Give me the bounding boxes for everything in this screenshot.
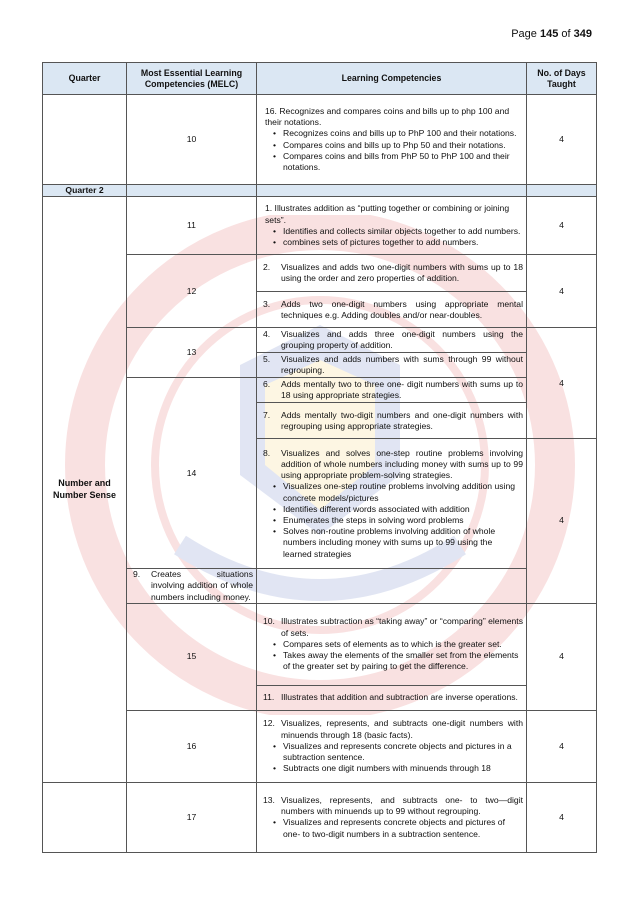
table-row xyxy=(43,197,597,255)
header-days: No. of Days Taught xyxy=(527,63,597,95)
bullet-item: • combines sets of pictures together to add numbers. xyxy=(273,236,479,247)
bullet-item: • Visualizes and represents concrete objects and pictures in a subtraction sentence. xyxy=(273,740,512,762)
melc-number: 13 xyxy=(127,328,257,378)
competency-cell: 9. Creates situations involving addition of whole numbers including money. xyxy=(127,569,257,604)
bullet-item: • Compares sets of elements as to which is the greater set. xyxy=(273,638,502,649)
competency-cell: 13. Visualizes, represents, and subtracts one- to two—digit numbers with minuends up to 99 without regrouping. • Visualizes and represents concrete objects and pictures of one- to two-digit numbers in a subtraction sentence. xyxy=(257,782,527,852)
bullet-item: • Recognizes coins and bills up to PhP 100 and their notations. xyxy=(273,128,517,139)
days-value: 4 xyxy=(527,439,597,604)
competency-cell: 4. Visualizes and adds three one-digit numbers using the grouping property of addition. xyxy=(257,328,527,353)
bullet-item: • Visualizes one-step routine problems involving addition using concrete models/pictures xyxy=(273,481,516,503)
competency-cell: 6. Adds mentally two to three one- digit numbers with sums up to 18 using appropriate strategies. xyxy=(257,378,527,403)
competency-text: 16. Recognizes and compares coins and bills up to php 100 and their notations. xyxy=(265,105,510,128)
competency-cell: 8. Visualizes and solves one-step routine problems involving addition of whole numbers including money with sums up to 99 using appropriate problem-solving strategies. • Visualizes one-step routine problems involving addition using concrete models/pictures • Identifies different words associated with addition • Enumerates the steps in solving word problems • Solves non-routine problems involving addition of whole numbers including money with sums up to 99 using the learned strategies xyxy=(257,439,527,569)
days-value: 4 xyxy=(527,603,597,710)
days-value: 4 xyxy=(527,197,597,255)
header-quarter: Quarter xyxy=(43,63,127,95)
table-row xyxy=(43,569,597,604)
header-competencies: Learning Competencies xyxy=(257,63,527,95)
bullet-item: • Identifies and collects similar objects together to add numbers. xyxy=(273,225,521,236)
header-row xyxy=(43,63,597,95)
page-number xyxy=(511,28,592,40)
table-row xyxy=(43,378,597,403)
competency-text: 1. Illustrates addition as “putting together or combining or joining sets”. xyxy=(265,203,510,225)
melc-number: 16 xyxy=(127,710,257,782)
competency-cell xyxy=(257,197,527,255)
domain-label: Number and Number Sense xyxy=(43,197,127,783)
competency-cell: 7. Adds mentally two-digit numbers and one-digit numbers with regrouping using appropriate strategies. xyxy=(257,403,527,439)
days-value: 4 xyxy=(527,710,597,782)
bullet-item: • Identifies different words associated with addition xyxy=(273,503,470,514)
melc-number: 12 xyxy=(127,255,257,328)
melc-number: 17 xyxy=(127,782,257,852)
page-current: 145 xyxy=(539,28,559,40)
days-value: 4 xyxy=(527,95,597,185)
bullet-item: • Compares coins and bills up to Php 50 and their notations. xyxy=(273,139,506,150)
competency-cell: 2. Visualizes and adds two one-digit numbers with sums up to 18 using the order and zero properties of addition. xyxy=(257,255,527,292)
table-row xyxy=(43,95,597,185)
table-row xyxy=(43,328,597,353)
header-melc: Most Essential Learning Competencies (MELC) xyxy=(127,63,257,95)
competency-cell xyxy=(257,95,527,185)
page-of: of xyxy=(561,28,571,40)
melc-number: 10 xyxy=(127,95,257,185)
competency-cell: 10. Illustrates subtraction as “taking away” or “comparing” elements of sets. • Compares sets of elements as to which is the greater set. • Takes away the elements of the smaller set from the elements of the greater set by pairing to get the difference. xyxy=(257,603,527,685)
quarter-row xyxy=(43,185,597,197)
days-value: 4 xyxy=(527,255,597,328)
melc-number: 15 xyxy=(127,603,257,710)
table-row xyxy=(43,782,597,852)
quarter-label: Quarter 2 xyxy=(43,185,127,197)
bullet-item: • Solves non-routine problems involving addition of whole numbers including money with sums up to 99 using the learned strategies xyxy=(273,526,496,559)
bullet-item: • Subtracts one digit numbers with minuends through 18 xyxy=(273,763,491,774)
page-total: 349 xyxy=(573,28,592,40)
competency-cell: 12. Visualizes, represents, and subtracts one-digit numbers with minuends through 18 (basic facts). • Visualizes and represents concrete objects and pictures in a subtraction sentence. • Subtracts one digit numbers with minuends through 18 xyxy=(257,710,527,782)
competency-cell: 11. Illustrates that addition and subtraction are inverse operations. xyxy=(257,685,527,710)
melc-table xyxy=(42,62,597,853)
melc-number: 11 xyxy=(127,197,257,255)
table-row xyxy=(43,710,597,782)
bullet-item: • Compares coins and bills from PhP 50 to PhP 100 and their notations. xyxy=(273,150,510,172)
bullet-item: • Enumerates the steps in solving word problems xyxy=(273,514,464,525)
bullet-item: • Visualizes and represents concrete objects and pictures of one- to two-digit numbers in a subtraction sentence. xyxy=(273,817,505,839)
competency-cell: 3. Adds two one-digit numbers using appropriate mental techniques e.g. Adding doubles and/or near-doubles. xyxy=(257,292,527,328)
melc-number: 14 xyxy=(127,378,257,569)
days-value: 4 xyxy=(527,782,597,852)
competency-cell: 5. Visualizes and adds numbers with sums through 99 without regrouping. xyxy=(257,353,527,378)
table-row xyxy=(43,255,597,292)
bullet-item: • Takes away the elements of the smaller set from the elements of the greater set by pairing to get the difference. xyxy=(273,649,519,672)
table-row xyxy=(43,603,597,685)
page-label: Page xyxy=(511,28,537,40)
days-value: 4 xyxy=(527,328,597,439)
